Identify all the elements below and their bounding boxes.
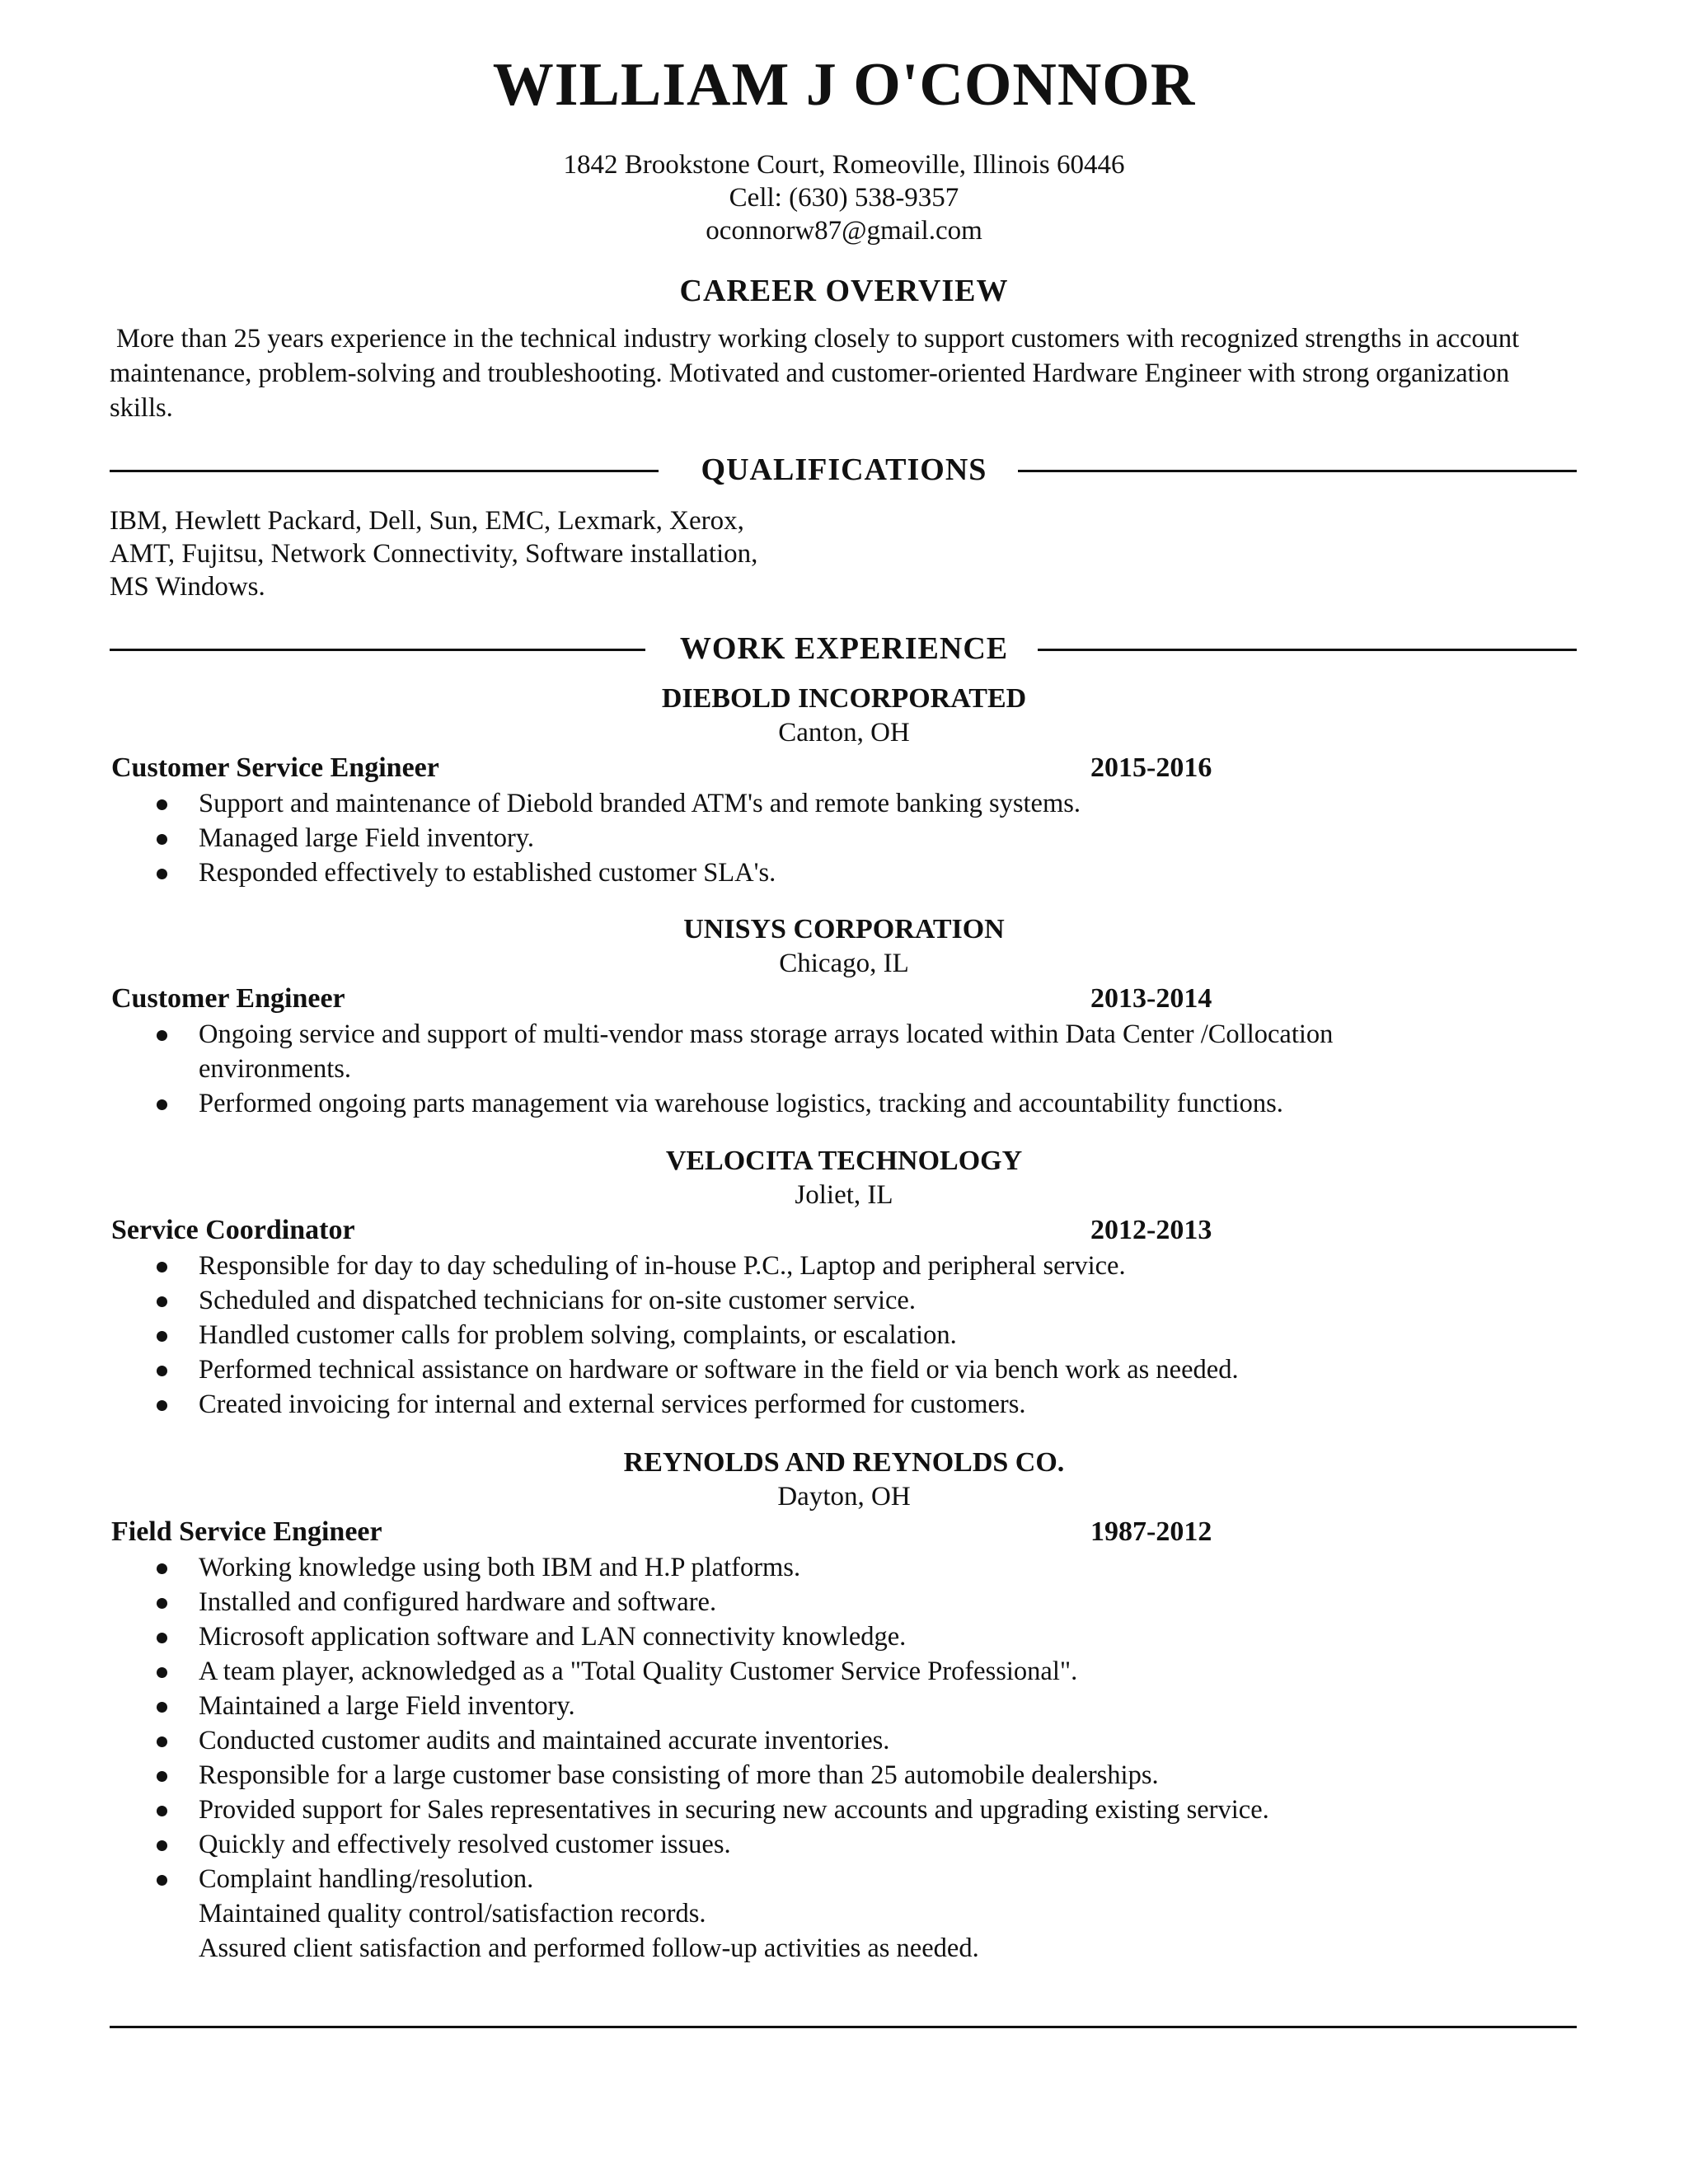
duty-item: A team player, acknowledged as a "Total Quality Customer Service Professional". xyxy=(110,1654,1578,1689)
duty-item: Installed and configured hardware and software. xyxy=(110,1585,1578,1619)
company-name: DIEBOLD INCORPORATED xyxy=(661,683,1027,714)
career-overview-text: More than 25 years experience in the technical industry working closely to support customers with recognized strengths in account maintenance, problem-solving and troubleshooting. Motivated and customer-oriented Hardware Engineer with strong organization skills. xyxy=(110,324,1520,423)
bullet-icon xyxy=(157,1840,167,1851)
role-row xyxy=(110,750,1578,786)
bullet-icon xyxy=(157,1771,167,1782)
duty-list xyxy=(110,1550,1578,1966)
qualifications-list xyxy=(110,504,851,603)
duty-continuation: Assured client satisfaction and performed follow-up activities as needed. xyxy=(199,1933,979,1963)
duty-item: Scheduled and dispatched technicians for on-site customer service. xyxy=(110,1283,1578,1318)
duty-item: Managed large Field inventory. xyxy=(110,821,1578,855)
address: 1842 Brookstone Court, Romeoville, Illinois 60446 xyxy=(563,150,1125,180)
qualification-line: IBM, Hewlett Packard, Dell, Sun, EMC, Lexmark, Xerox, xyxy=(110,506,744,536)
bullet-icon xyxy=(157,1563,167,1574)
duty-item: Performed technical assistance on hardware or software in the field or via bench work as needed. xyxy=(110,1352,1578,1387)
duty-continuation: Maintained quality control/satisfaction records. xyxy=(199,1899,706,1929)
job-entry xyxy=(110,1145,1578,1422)
duty-item: Responsible for day to day scheduling of in-house P.C., Laptop and peripheral service. xyxy=(110,1249,1578,1283)
bullet-icon xyxy=(157,799,167,810)
bullet-icon xyxy=(157,834,167,845)
job-dates: 2012-2013 xyxy=(1090,1215,1212,1245)
duty-item: Performed ongoing parts management via warehouse logistics, tracking and accountability functions. xyxy=(110,1086,1578,1121)
job-title: Field Service Engineer xyxy=(111,1516,382,1547)
bullet-icon xyxy=(157,1331,167,1342)
bullet-icon xyxy=(157,1366,167,1376)
company-name: REYNOLDS AND REYNOLDS CO. xyxy=(623,1447,1065,1478)
job-entry xyxy=(110,913,1578,1121)
qualification-line: MS Windows. xyxy=(110,572,265,602)
bullet-icon xyxy=(157,1806,167,1816)
job-title: Customer Service Engineer xyxy=(111,752,439,783)
bullet-icon xyxy=(157,1598,167,1609)
divider-line xyxy=(1038,649,1577,651)
contact-block xyxy=(110,148,1578,247)
work-experience-heading: WORK EXPERIENCE xyxy=(679,631,1009,666)
cell-phone: Cell: (630) 538-9357 xyxy=(729,183,959,213)
bullet-icon xyxy=(157,1667,167,1678)
company-location: Canton, OH xyxy=(778,718,910,748)
duty-list xyxy=(110,786,1578,890)
duty-list xyxy=(110,1017,1578,1121)
duty-item: Ongoing service and support of multi-vendor mass storage arrays located within Data Center /Collocation environments. xyxy=(110,1017,1578,1086)
qualifications-heading-row xyxy=(110,451,1578,489)
bullet-icon xyxy=(157,1296,167,1307)
bullet-icon xyxy=(157,1400,167,1411)
company-location: Chicago, IL xyxy=(779,949,909,978)
bullet-icon xyxy=(157,1736,167,1747)
job-dates: 1987-2012 xyxy=(1090,1516,1212,1547)
divider-line xyxy=(1018,470,1577,472)
company-location: Dayton, OH xyxy=(777,1482,911,1511)
candidate-name: WILLIAM J O'CONNOR xyxy=(492,51,1196,119)
role-row xyxy=(110,1212,1578,1249)
duty-item: Working knowledge using both IBM and H.P platforms. xyxy=(110,1550,1578,1585)
career-overview-heading: CAREER OVERVIEW xyxy=(679,274,1009,308)
duty-item: Complaint handling/resolution. xyxy=(110,1862,1578,1896)
duty-item: Handled customer calls for problem solving, complaints, or escalation. xyxy=(110,1318,1578,1352)
email: oconnorw87@gmail.com xyxy=(706,216,982,246)
job-title: Customer Engineer xyxy=(111,983,345,1014)
duty-item: Maintained a large Field inventory. xyxy=(110,1689,1578,1723)
bottom-divider-line xyxy=(110,2026,1577,2028)
job-entry xyxy=(110,1446,1578,1966)
duty-item: Responded effectively to established customer SLA's. xyxy=(110,855,1578,890)
job-title: Service Coordinator xyxy=(111,1215,355,1245)
bullet-icon xyxy=(157,1633,167,1643)
company-name: VELOCITA TECHNOLOGY xyxy=(665,1146,1023,1176)
role-row xyxy=(110,981,1578,1017)
job-dates: 2013-2014 xyxy=(1090,983,1212,1014)
qualification-line: AMT, Fujitsu, Network Connectivity, Software installation, xyxy=(110,539,758,569)
bullet-icon xyxy=(157,869,167,879)
duty-item: Support and maintenance of Diebold branded ATM's and remote banking systems. xyxy=(110,786,1578,821)
role-row xyxy=(110,1514,1578,1550)
qualifications-heading: QUALIFICATIONS xyxy=(701,452,987,487)
duty-item: Microsoft application software and LAN connectivity knowledge. xyxy=(110,1619,1578,1654)
bullet-icon xyxy=(157,1702,167,1713)
resume-page xyxy=(110,0,1578,2184)
company-name: UNISYS CORPORATION xyxy=(683,914,1005,944)
job-dates: 2015-2016 xyxy=(1090,752,1212,783)
duty-item: Provided support for Sales representatives in securing new accounts and upgrading existing service. xyxy=(110,1793,1578,1827)
duty-list xyxy=(110,1249,1578,1422)
duty-item: Responsible for a large customer base consisting of more than 25 automobile dealerships. xyxy=(110,1758,1578,1793)
bullet-icon xyxy=(157,1262,167,1272)
duty-item: Conducted customer audits and maintained accurate inventories. xyxy=(110,1723,1578,1758)
bullet-icon xyxy=(157,1030,167,1041)
bullet-icon xyxy=(157,1099,167,1110)
job-entry xyxy=(110,682,1578,890)
duty-item: Created invoicing for internal and external services performed for customers. xyxy=(110,1387,1578,1422)
work-experience-heading-row xyxy=(110,630,1578,668)
bullet-icon xyxy=(157,1875,167,1886)
company-location: Joliet, IL xyxy=(795,1180,893,1210)
duty-item: Quickly and effectively resolved customer issues. xyxy=(110,1827,1578,1862)
